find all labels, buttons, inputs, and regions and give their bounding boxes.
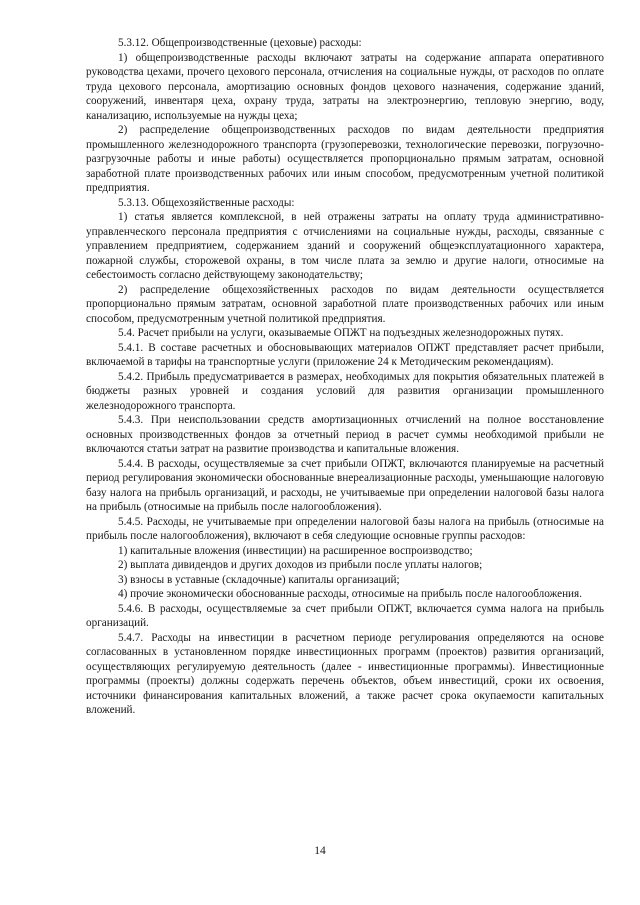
section-5-4-1: 5.4.1. В составе расчетных и обосновывающих материалов ОПЖТ представляет расчет прибыли, включаемой в тарифы на транспортные услуги (приложение 24 к Методическим рекомендациям). [86,341,604,368]
section-5-4-5-item-4: 4) прочие экономически обоснованные расходы, относимые на прибыль после налогообложения. [118,588,582,600]
section-5-4-6: 5.4.6. В расходы, осуществляемые за счет прибыли ОПЖТ, включается сумма налога на прибыль организаций. [86,602,604,629]
section-5-4-4: 5.4.4. В расходы, осуществляемые за счет прибыли ОПЖТ, включаются планируемые на расчетный период регулирования экономически обоснованные внереализационные расходы, уменьшающие налоговую базу налога на прибыль организаций, и расходы, не учитываемые при определении налоговой базы налога на прибыль (относимые на прибыль после налогообложения). [86,457,604,513]
section-5-3-12-item-2: 2) распределение общепроизводственных расходов по видам деятельности предприятия промышленного железнодорожного транспорта (грузоперевозки, технологические перевозки, погрузочно-разгрузочные работы и иные работы) осуществляется пропорционально прямым затратам, основной заработной плате производственных рабочих или иным способом, предусмотренным учетной политикой предприятия. [86,124,604,194]
section-5-3-13-heading: 5.3.13. Общехозяйственные расходы: [118,196,295,209]
page-number: 14 [314,845,326,857]
section-5-3-13-item-1: 1) статья является комплексной, в ней отражены затраты на оплату труда административно-управленческого персонала предприятия с отчислениями на социальные нужды, расходы, связанные с управлением предприятием, содержанием зданий и сооружений общеэксплуатационного характера, пожарной службы, сторожевой охраны, в том числе плата за землю и другие налоги, относимые на себестоимость согласно действующему законодательству; [86,211,604,281]
section-5-3-13-item-2: 2) распределение общехозяйственных расходов по видам деятельности осуществляется пропорционально прямым затратам, основной заработной плате производственных рабочих или иным способом, предусмотренным учетной политикой предприятия. [86,283,604,325]
section-5-4-heading: 5.4. Расчет прибыли на услуги, оказываемые ОПЖТ на подъездных железнодорожных путях. [118,327,564,339]
section-5-4-5-item-2: 2) выплата дивидендов и других доходов из прибыли после уплаты налогов; [118,559,483,571]
section-5-4-5-item-1: 1) капитальные вложения (инвестиции) на расширенное воспроизводство; [118,544,473,557]
document-body [86,36,604,718]
section-5-4-3: 5.4.3. При неиспользовании средств амортизационных отчислений на полное восстановление основных производственных фондов за отчетный период в расчет суммы необходимой прибыли не включаются статьи затрат на развитие производства и капитальные вложения. [86,414,604,455]
section-5-3-12-item-1: 1) общепроизводственные расходы включают затраты на содержание аппарата оперативного руководства цехами, прочего цехового персонала, отчисления на социальные нужды, от расходов по оплате труда цехового персонала, амортизацию основных фондов цехового назначения, содержание зданий, сооружений, инвентаря цеха, охрану труда, затраты на электроэнергию, тепловую энергию, воду, канализацию, используемые на нужды цеха; [86,51,604,122]
section-5-4-5: 5.4.5. Расходы, не учитываемые при определении налоговой базы налога на прибыль (относимые на прибыль после налогообложения), включают в себя следующие основные группы расходов: [86,515,604,542]
section-5-4-2: 5.4.2. Прибыль предусматривается в размерах, необходимых для покрытия обязательных платежей в бюджеты разных уровней и создания условий для развития организации промышленного железнодорожного транспорта. [86,370,604,412]
section-5-4-5-item-3: 3) взносы в уставные (складочные) капиталы организаций; [118,573,400,586]
section-5-3-12-heading: 5.3.12. Общепроизводственные (цеховые) расходы: [118,37,362,49]
section-5-4-7: 5.4.7. Расходы на инвестиции в расчетном периоде регулирования определяются на основе согласованных в установленном порядке инвестиционных программ (проектов) развития организаций, осуществляющих регулируемую деятельность (далее - инвестиционные программы). Инвестиционные программы (проекты) должны содержать перечень объектов, объем инвестиций, сроки их освоения, источники финансирования капитальных вложений, а также расчет срока окупаемости капитальных вложений. [86,631,604,716]
